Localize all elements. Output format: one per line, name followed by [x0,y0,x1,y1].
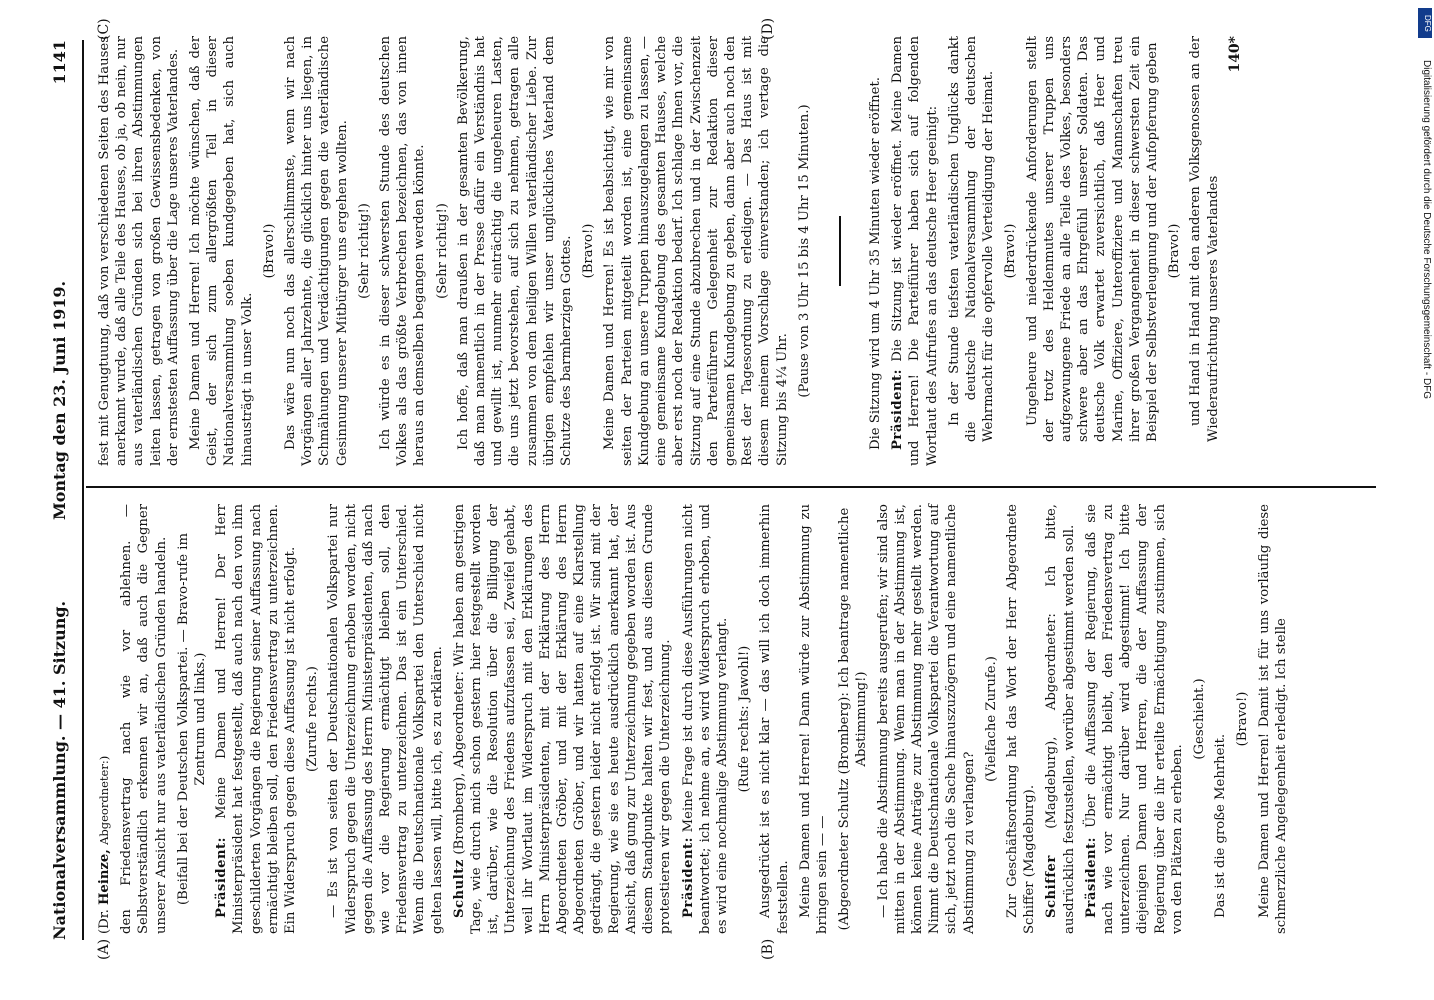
paragraph [889,36,941,466]
interjection: (Abgeordneter Schultz (Bromberg): Ich beantrage namentliche Abstimmung!) [837,507,870,931]
margin-marker-a: (A) [96,938,112,960]
speaker-name: Präsident: [680,836,696,918]
paragraph: Meine Damen und Herren! Ich möchte wünschen, daß der Geist, der sich zum allergrößten Teil in dieser Nationalversammlung soeben kundgegeben hat, sich auch hinausträgt in unser Volk. [188,36,255,466]
interjection: (Vielfache Zurufe.) [983,656,999,782]
interjection: (Bravo!) [1167,223,1183,279]
interjection: (Sehr richtig!) [434,203,450,299]
interjection: (Beifall bei der Deutschen Volkspartei. — Bravo-rufe im Zentrum und links.) [175,533,209,905]
page-header [50,40,82,940]
header-center: Montag den 23. Juni 1919. [50,280,69,520]
side-note: Digitalisierung gefördert durch die Deutsche Forschungsgemeinschaft - DFG [1421,60,1432,400]
side-note-strip [1420,60,1434,980]
paragraph [213,504,299,934]
paragraph: und Hand in Hand mit den anderen Volksgenossen an der Wiederaufrichtung unseres Vaterlandes [1188,36,1221,442]
header-left: Nationalversammlung. — 41. Sitzung. [50,600,69,940]
interjection: (Bravo!) [1003,223,1019,279]
speaker-name: Präsident: [1083,836,1099,918]
speaker-name: Heinze, [97,849,112,906]
paragraph: den Friedensvertrag nach wie vor ablehnen. — Selbstverständlich erkennen wir an, daß auch die Gegner unserer Ansicht nur aus vaterländischen Gründen handeln. [119,504,169,934]
paragraph: — Es ist von seiten der Deutschnationalen Volkspartei nur Widerspruch gegen die Unterzeichnung erhoben worden, nicht gegen die Auffassung des Herrn Ministerpräsidenten, daß nach wie vor die Regierung ermächtigt bleiben soll, den Friedensvertrag zu unterzeichnen. Das ist ein Unterschied. Wenn die Deutschnationale Volkspartei den Unterschied nicht gelten lassen will, bitte ich, es zu erklären. [326,504,445,934]
speech-text: Meine Damen und Herren! Der Herr Ministerpräsident hat festgestellt, daß auch nach den von ihm geschilderten Vorgängen die Regierung seiner Auffassung nach ermächtigt bleiben soll, den Friedensvertrag zu unterzeichnen. Ein Widerspruch gegen diese Auffassung ist nicht erfolgt. [214,504,299,934]
paragraph: Meine Damen und Herren! Es ist beabsichtigt, wie mir von seiten der Parteien mitgeteilt worden ist, eine gemeinsame Kundgebung an unsere Truppen hinauszugelangen zu lassen, — eine gemeinsame Kundgebung des gesamten Hauses, welche aber erst noch der Redaktion bedarf. Ich schlage Ihnen vor, die Sitzung auf eine Stunde abzubrechen und in der Zwischenzeit den Parteiführern Gelegenheit zur Redaktion dieser gemeinsamen Kundgebung zu geben, dann aber auch noch den Rest der Tagesordnung zu erledigen. — Das Haus ist mit diesem meinem Vorschlage einverstanden; ich vertage die Sitzung bis 4¼ Uhr. [602,36,790,466]
paragraph: Das wäre nun noch das allerschlimmste, wenn wir nach Vorgängen aller Jahrzehnte, die glücklich hinter uns liegen, in Schmähungen und Verdächtigungen gegen die vaterländische Gesinnung unserer Mitbürger uns ergehen wollten. [283,36,350,466]
speech-text: (Bromberg), Abgeordneter: Wir haben am gestrigen Tage, wie durch mich schon gestern hier festgestellt worden ist, darüber, wie die Resolution über die Billigung der Unterzeichnung des Friedens aufzufassen sei, Zweifel gehabt, weil ihr Wortlaut im Widerspruch mit den Erklärungen des Herrn Ministerpräsidenten, mit der Erklärung des Herrn Abgeordneten Gröber, und mit der Erklärung des Herrn Abgeordneten Gröber, und wir hatten auf eine Klarstellung gedrängt, die gestern leider nicht erfolgt ist. Wir sind mit der Regierung, wie sie es heute ausdrücklich anerkannt hat, der Ansicht, daß gung zur Unterzeichnung gegeben worden ist. Aus diesem Standpunkte halten wir fest, und aus diesem Grunde protestieren wir gegen die Unterzeichnung. [451,504,674,934]
paragraph: Zur Geschäftsordnung hat das Wort der Herr Abgeordnete Schiffer (Magdeburg). [1004,504,1038,934]
paragraph [1083,504,1186,934]
speech-text: Die Sitzung ist wieder eröffnet. Meine Damen und Herren! Die Parteiführer haben sich auf folgenden Wortlaut des Aufrufes an das deutsche Heer geeinigt: [890,36,940,466]
paragraph: Meine Damen und Herren! Damit ist für uns vorläufig diese schmerzliche Angelegenheit erledigt. Ich stelle [1256,504,1289,934]
header-rule [82,40,84,940]
speech-text: Meine Frage ist durch diese Ausführungen nicht beantwortet; ich nehme an, es wird Widerspruch erhoben, und es wird eine nochmalige Abstimmung verlangt. [680,504,730,934]
interjection: (Pause von 3 Uhr 15 bis 4 Uhr 15 Minuten.) [796,104,812,398]
right-column [96,36,1244,466]
paragraph: Die Sitzung wird um 4 Uhr 35 Minuten wieder eröffnet. [867,77,883,450]
speaker-name: Schultz [451,859,467,918]
speaker-name: Präsident: [214,836,230,918]
column-divider [86,486,1376,488]
paragraph: Ausgedrückt ist es nicht klar — das will ich doch immerhin feststellen. [758,504,791,934]
paragraph [451,504,675,934]
speech-text: Über die Auffassung der Regierung, daß sie nach wie vor ermächtigt bleibt, den Friedensvertrag zu unterzeichnen. Nur darüber wird abgestimmt! Ich bitte diejenigen Damen und Herren, die der Auffassung der Regierung über die ihr erteilte Ermächtigung zustimmen, sich von den Plätzen zu erheben. [1083,504,1185,934]
interjection: (Geschieht.) [1191,678,1207,760]
interjection: (Bravo!) [581,223,597,279]
section-separator [839,216,841,286]
paragraph: Ich hoffe, daß man draußen in der gesamten Bevölkerung, daß man namentlich in der Presse dafür ein Verständnis hat und gewillt ist, nunmehr einträchtig die ungeheuren Lasten, die uns jetzt bevorstehen, auf sich zu nehmen, getragen alle zusammen von dem heiligen Willen vaterländischer Liebe. Zur übrigen empfehlen wir unser unglückliches Vaterland dem Schutze des barmherzigen Gottes. [455,36,575,466]
dfg-logo: DFG [1418,8,1432,38]
paragraph [680,504,732,934]
paragraph: fest mit Genugtuung, daß von verschiedenen Seiten des Hauses anerkannt wurde, daß alle Teile des Hauses, ob ja, ob nein, nur aus vaterländischen Gründen sich bei ihren Abstimmungen leiten lassen, getragen von großen Gewissensbedenken, von der ernstesten Auffassung über die Lage unseres Vaterlandes. [97,36,181,466]
interjection: (Rufe rechts: Jawohl!) [737,645,753,793]
paragraph: Ungeheure und niederdrückende Anforderungen stellt der trotz des Heldenmutes unserer Truppen uns aufgezwungene Friede an alle Teile des Volkes, besonders schwere aber an das Ehrgefühl unserer Soldaten. Das deutsche Volk erwartet zuversichtlich, daß Heer und Marine, Offiziere, Unteroffiziere und Mannschaften treu ihrer großen Vergangenheit in dieser schwersten Zeit ein Beispiel der Selbstverleugnung und der Aufopferung geben [1024,36,1160,442]
paragraph: In der Stunde tiefsten vaterländischen Unglücks dankt die deutsche Nationalversammlung der deutschen Wehrmacht für die opfervolle Verteidigung der Heimat. [946,36,997,442]
prefix: (Dr. [97,909,112,934]
paragraph: Ich würde es in dieser schwersten Stunde des deutschen Volkes als das größte Verbrechen bezeichnen, das von innen heraus an demselben begangen werden könnte. [378,36,428,466]
page-number: 1141 [50,40,69,85]
signature-mark: 140* [1226,36,1243,73]
speech-text: (Magdeburg), Abgeordneter: Ich bitte, ausdrücklich festzustellen, worüber abgestimmt werden soll. [1044,504,1077,934]
margin-marker-c: (C) [96,18,112,40]
paragraph: Meine Damen und Herren! Dann würde zur Abstimmung zu bringen sein — — [797,504,830,934]
paragraph: — Ich habe die Abstimmung bereits ausgerufen; wir sind also mitten in der Abstimmung. Wenn man in der Abstimmung ist, können keine Anträge zur Abstimmung mehr gestellt werden. Nimmt die Deutschnationale Volkspartei die Verantwortung auf sich, jetzt noch die Sache hinauszuzögern und eine namentliche Abstimmung zu verlangen? [875,504,977,934]
paragraph [1043,504,1077,934]
interjection: (Sehr richtig!) [356,203,372,299]
interjection: (Bravo!) [1235,691,1251,747]
interjection: (Bravo!) [261,223,277,279]
left-column [96,504,1295,934]
interjection: (Zurufe rechts.) [305,666,321,772]
margin-marker-b: (B) [760,938,776,960]
margin-marker-d: (D) [760,17,776,40]
speaker-role: Abgeordneter:) [97,755,111,845]
paragraph: Das ist die große Mehrheit. [1213,733,1229,918]
speaker-name: Schiffer [1044,855,1060,918]
speaker-name: Präsident: [890,368,906,450]
paragraph [96,504,113,934]
